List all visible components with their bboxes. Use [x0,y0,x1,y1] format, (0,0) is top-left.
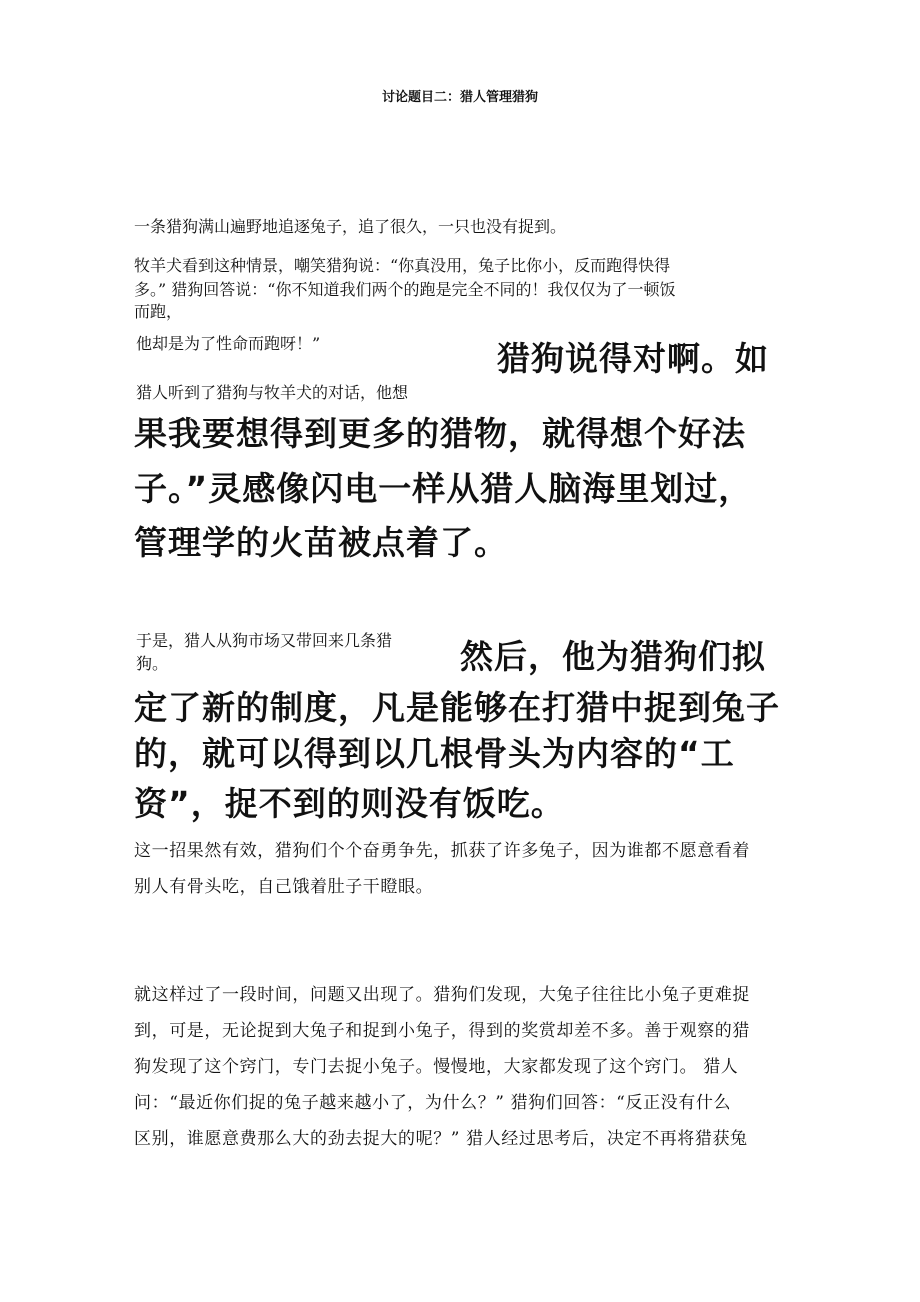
paragraph-4: 猎人听到了猎狗与牧羊犬的对话，他想 [136,383,409,402]
paragraph-6-line-2: 别人有骨头吃，自己饿着肚子干瞪眼。 [134,877,434,897]
paragraph-1: 一条猎狗满山遍野地追逐兔子，追了很久，一只也没有捉到。 [134,217,567,236]
paragraph-6-line-1: 这一招果然有效，猎狗们个个奋勇争先，抓获了许多兔子，因为谁都不愿意看着 [134,841,750,861]
large-text-1-line-1: 果我要想得到更多的猎物，就得想个好法 [134,414,746,453]
paragraph-7-line-5: 区别，谁愿意费那么大的劲去捉大的呢？” 猎人经过思考后，决定不再将猎获兔 [134,1129,748,1149]
large-text-1-line-3: 管理学的火苗被点着了。 [134,523,508,562]
paragraph-5-line-1: 于是，猎人从狗市场又带回来几条猎 [136,631,393,650]
large-text-1-head: 猎狗说得对啊。如 [497,339,769,378]
paragraph-2-line-3: 而跑， [134,302,183,321]
large-text-2-line-3: 资”，捉不到的则没有饭吃。 [134,784,565,823]
paragraph-7-line-1: 就这样过了一段时间，问题又出现了。猎狗们发现，大兔子往往比小兔子更难捉 [134,985,750,1005]
paragraph-7-line-4: 问：“最近你们捉的兔子越来越小了，为什么？” 猎狗们回答：“反正没有什么 [134,1093,732,1113]
large-text-2-head: 然后，他为猎狗们拟 [460,637,766,676]
paragraph-2-line-2: 多。” 猎狗回答说：“你不知道我们两个的跑是完全不同的！我仅仅为了一顿饭 [134,280,676,299]
paragraph-2-line-1: 牧羊犬看到这种情景，嘲笑猎狗说：“你真没用，兔子比你小，反而跑得快得 [134,256,671,275]
paragraph-7-line-3: 狗发现了这个窍门，专门去捉小兔子。慢慢地，大家都发现了这个窍门。 猎人 [134,1057,739,1077]
paragraph-3: 他却是为了性命而跑呀！” [136,334,321,353]
paragraph-5-line-2: 狗。 [136,654,169,673]
large-text-2-line-2: 的，就可以得到以几根骨头为内容的“工 [134,734,735,773]
large-text-2-line-1: 定了新的制度，凡是能够在打猎中捉到兔子 [134,688,780,727]
large-text-1-line-2: 子。”灵感像闪电一样从猎人脑海里划过， [134,469,753,508]
page-title: 讨论题目二：猎人管理猎狗 [381,90,538,105]
paragraph-7-line-2: 到，可是，无论捉到大兔子和捉到小兔子，得到的奖赏却差不多。善于观察的猎 [134,1021,750,1041]
